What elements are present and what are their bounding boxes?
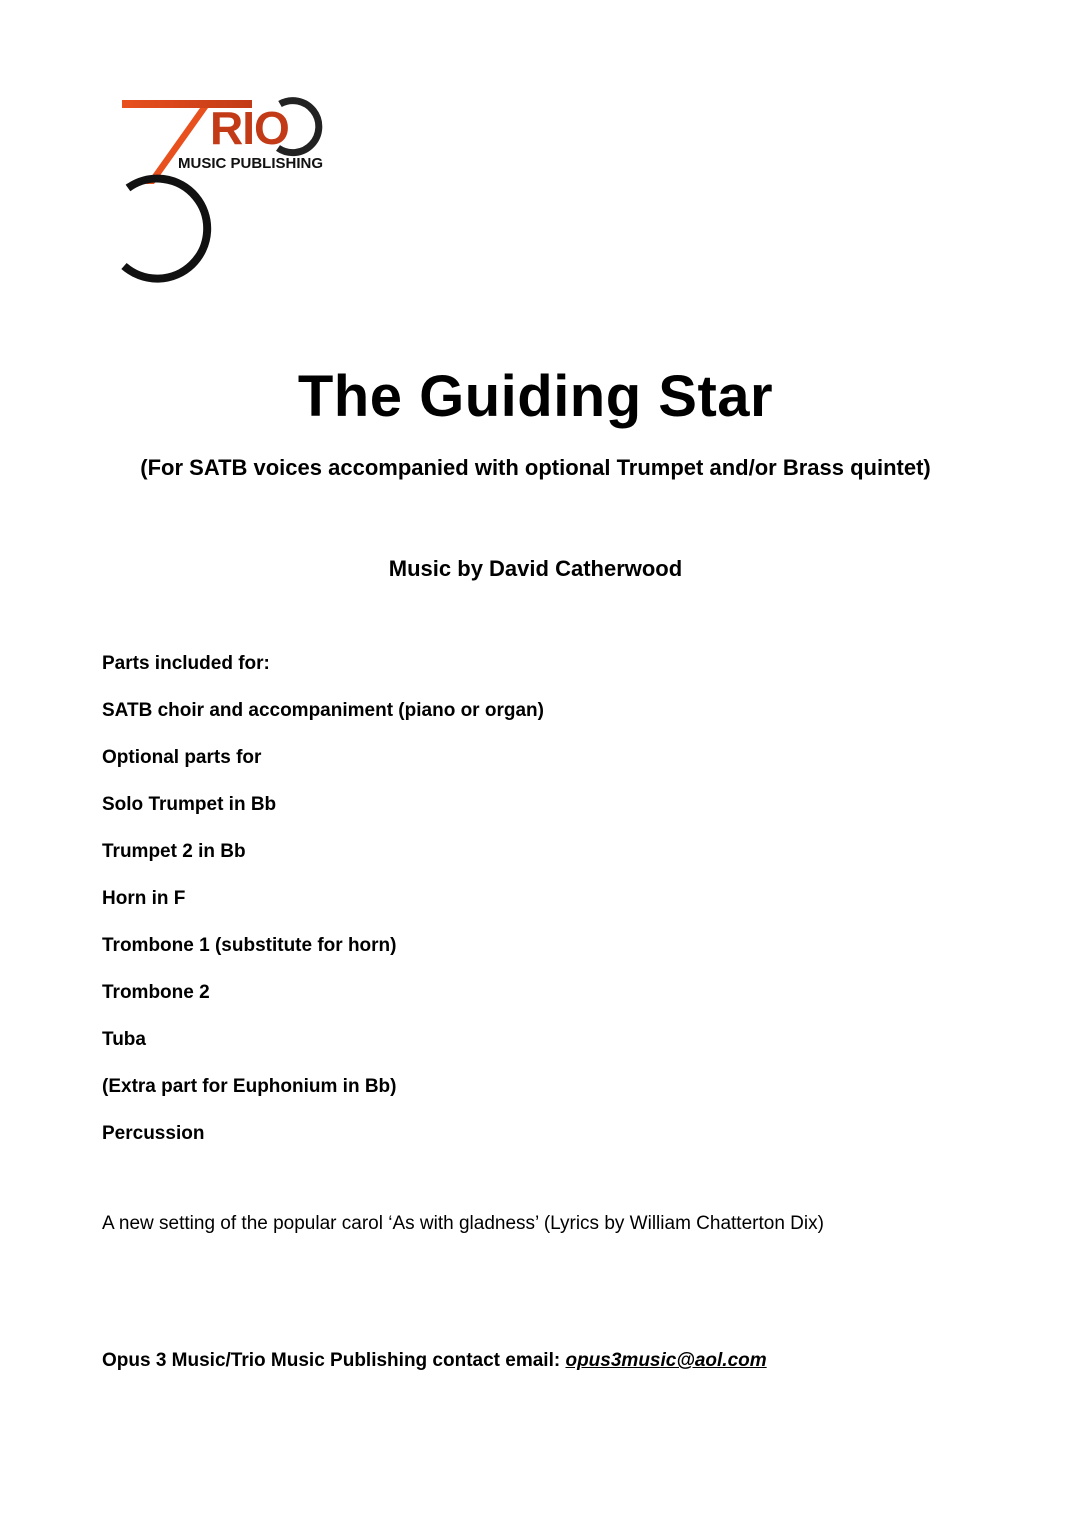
contact-email-link[interactable]: opus3music@aol.com xyxy=(565,1350,767,1371)
list-item: Trumpet 2 in Bb xyxy=(102,841,246,862)
list-item: Horn in F xyxy=(102,888,186,909)
logo-three-bowl xyxy=(124,179,207,279)
composer-credit: Music by David Catherwood xyxy=(388,556,683,581)
publisher-contact-label: Opus 3 Music/Trio Music Publishing contact email: xyxy=(102,1350,566,1371)
list-item: (Extra part for Euphonium in Bb) xyxy=(102,1076,397,1097)
parts-section xyxy=(102,651,1002,1168)
list-item: Tuba xyxy=(102,1029,146,1050)
list-item: Solo Trumpet in Bb xyxy=(102,794,277,815)
parts-heading: Parts included for: xyxy=(102,653,270,674)
list-item: Percussion xyxy=(102,1123,205,1144)
logo-music-publishing-text: MUSIC PUBLISHING xyxy=(178,155,324,172)
parts-list xyxy=(102,698,1002,1147)
footer-contact xyxy=(102,1348,767,1374)
list-item: Trombone 2 xyxy=(102,982,210,1003)
logo-rio-text: RIO xyxy=(210,102,289,154)
logo-diagonal-stroke xyxy=(146,108,208,184)
page-title: The Guiding Star xyxy=(297,364,774,429)
logo-graphic xyxy=(102,88,338,320)
list-item: Optional parts for xyxy=(102,747,262,768)
list-item: SATB choir and accompaniment (piano or organ) xyxy=(102,700,544,721)
description-text: A new setting of the popular carol ‘As with gladness’ (Lyrics by William Chatterton Dix) xyxy=(102,1213,824,1234)
list-item: Trombone 1 (substitute for horn) xyxy=(102,935,397,956)
page-subtitle: (For SATB voices accompanied with optional Trumpet and/or Brass quintet) xyxy=(140,455,931,480)
trio-music-publishing-logo xyxy=(102,88,338,320)
